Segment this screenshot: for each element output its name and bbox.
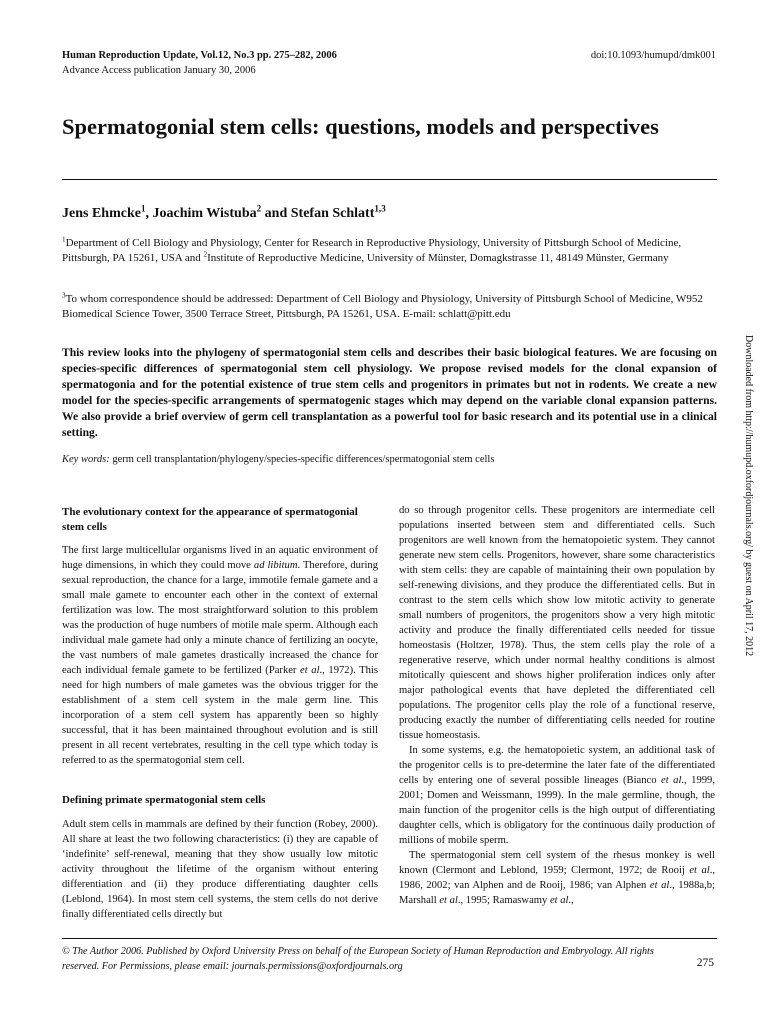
affil-text: Institute of Reproductive Medicine, University of Münster, Domagkstrasse 11, 48149 Münster, Germany — [207, 252, 669, 264]
section-heading: Defining primate spermatogonial stem cells — [62, 794, 266, 806]
section-heading: The evolutionary context for the appearance of spermatogonial stem cells — [62, 506, 358, 533]
italic-term: et al — [649, 880, 670, 891]
affil-sup: 1 — [62, 235, 66, 244]
keywords-text: germ cell transplantation/phylogeny/species-specific differences/spermatogonial stem cells — [109, 454, 495, 465]
keywords-label: Key words: — [62, 454, 110, 465]
page-number: 275 — [696, 957, 714, 969]
italic-term: et al — [300, 665, 320, 676]
corr-sup: 3 — [62, 291, 66, 300]
author-affil-sup: 2 — [256, 203, 262, 214]
author-name: Stefan Schlatt — [290, 206, 375, 221]
italic-term: et al — [439, 895, 458, 906]
download-watermark — [740, 335, 758, 735]
article-title: Spermatogonial stem cells: questions, models and perspectives — [62, 114, 659, 139]
left-column — [62, 505, 378, 922]
italic-term: et al — [549, 895, 569, 906]
journal-citation: Human Reproduction Update, Vol.12, No.3 pp. 275–282, 2006 — [62, 50, 337, 61]
author-separator: , — [145, 206, 153, 221]
paragraph: The first large multicellular organisms lived in an aquatic environment of huge dimensions, in which they could move ad libitum. Therefore, during sexual reproduction, the chance for a large, immotile female gamete and a small male gamete to encounter each other in the context of external fertilization was low. The most straightforward solution to this problem was the production of huge numbers of motile male sperm. Although each individual male gamete had only a minute chance of fertilizing an oocyte, the vast numbers of male gametes drastically increased the chance for each individual female gamete to be fertilized (Parker et al., 1972). This need for high numbers of male gametes was the obvious trigger for the establishment of a stem cell system in the male germ line. This incorporation of a stem cell system has apparently been so highly successful, that it has been maintained throughout evolution and is still present in all recent vertebrates, resulting in the cell type which today is referred to as the spermatogonial stem cell. — [62, 545, 378, 766]
paragraph: Adult stem cells in mammals are defined by their function (Robey, 2000). All share at least the two following characteristics: (i) they are capable of ‘indefinite’ self-renewal, meaning that they show usually low mitotic activity throughout the lifetime of the organism without entering differentiation and (ii) they produce differentiating daughter cells (Leblond, 1964). In most stem cell systems, the stem cells do not derive finally differentiated cells directly but — [62, 818, 378, 920]
affil-text: Department of Cell Biology and Physiology, Center for Research in Reproductive Physiology, University of Pittsburgh School of Medicine, Pittsburgh, PA 15261, USA and — [62, 237, 682, 264]
right-column — [399, 503, 715, 908]
download-watermark-text[interactable]: Downloaded from http://humupd.oxfordjournals.org/ by guest on April 17, 2012 — [743, 335, 754, 657]
affil-sup: 2 — [203, 250, 208, 259]
title-divider — [62, 179, 717, 180]
italic-term: ad libitum — [253, 560, 298, 571]
footer-divider — [62, 938, 717, 939]
author-name: Joachim Wistuba — [152, 206, 257, 221]
author-name: Jens Ehmcke — [62, 206, 141, 221]
paragraph: In some systems, e.g. the hematopoietic system, an additional task of the progenitor cells is to pre-determine the later fate of the differentiated cells by entering one of several possible lineages (Bianco et al., 1999, 2001; Domen and Weissmann, 1999). In the male germline, though, the main function of the progenitor cells is the high output of differentiating daughter cells, which is obligatory for the continuous daily production of millions of mobile sperm. — [399, 745, 715, 846]
author-separator: and — [261, 206, 291, 221]
paragraph: do so through progenitor cells. These progenitors are intermediate cell populations inserted between stem and differentiated cells. Such progenitors are well known from the hematopoietic system. They cannot generate new stem cells. Progenitors, however, share some characteristics with stem cells: they are capable of maintaining their own population by self-renewing divisions, and they produce the differentiated cells. But in contrast to the stem cells which show low mitotic activity to generate small numbers of progenitors, the progenitors show a very high mitotic activity and produce the finally differentiated cells needed for tissue homeostasis (Holtzer, 1978). Thus, the stem cells play the role of a regenerative reserve, which under normal healthy conditions is almost mitotically quiescent and shows higher proliferation indices only after major pathological events that have depleted the differentiated cell populations. The progenitor cells play the role of a functional reserve, producing exactly the number of differentiating cells needed for routine tissue homeostasis. — [399, 505, 715, 741]
doi[interactable]: doi:10.1093/humupd/dmk001 — [590, 50, 716, 61]
corr-text: To whom correspondence should be addressed: Department of Cell Biology and Physiology, University of Pittsburgh School of Medicine, W952 Biomedical Science Tower, 3500 Terrace Street, Pittsburgh, PA 15261, USA. E-mail: schlatt@pitt.edu — [62, 293, 703, 320]
advance-access-note: Advance Access publication January 30, 2006 — [62, 65, 256, 76]
correspondence — [62, 292, 717, 322]
author-affil-sup: 1 — [140, 203, 146, 214]
author-list — [62, 203, 386, 222]
abstract: This review looks into the phylogeny of spermatogonial stem cells and describes their basic biological features. We are focusing on species-specific differences of spermatogonial stem cell physiology. We propose revised models for the clonal expansion of spermatogonia and for the potential existence of true stem cells and progenitors in primates but not in rodents. We create a new model for the species-specific arrangements of spermatogenic stages which may depend on the variable clonal expansion patterns. We also provide a brief overview of germ cell transplantation as a powerful tool for basic research and its potential use in a clinical setting. — [62, 346, 717, 439]
affiliations — [62, 236, 717, 266]
italic-term: et al — [689, 865, 710, 876]
author-affil-sup: 1,3 — [374, 203, 386, 214]
copyright-footer: © The Author 2006. Published by Oxford University Press on behalf of the European Society of Human Reproduction and Embryology. All rights reserved. For Permissions, please email: journals.permissions@oxfordjournals.org — [62, 946, 654, 972]
keywords — [62, 454, 717, 465]
paragraph: The spermatogonial stem cell system of the rhesus monkey is well known (Clermont and Leblond, 1959; Clermont, 1972; de Rooij et al., 1986, 2002; van Alphen and de Rooij, 1986; van Alphen et al., 1988a,b; Marshall et al., 1995; Ramaswamy et al., — [399, 850, 715, 906]
italic-term: et al — [661, 775, 682, 786]
